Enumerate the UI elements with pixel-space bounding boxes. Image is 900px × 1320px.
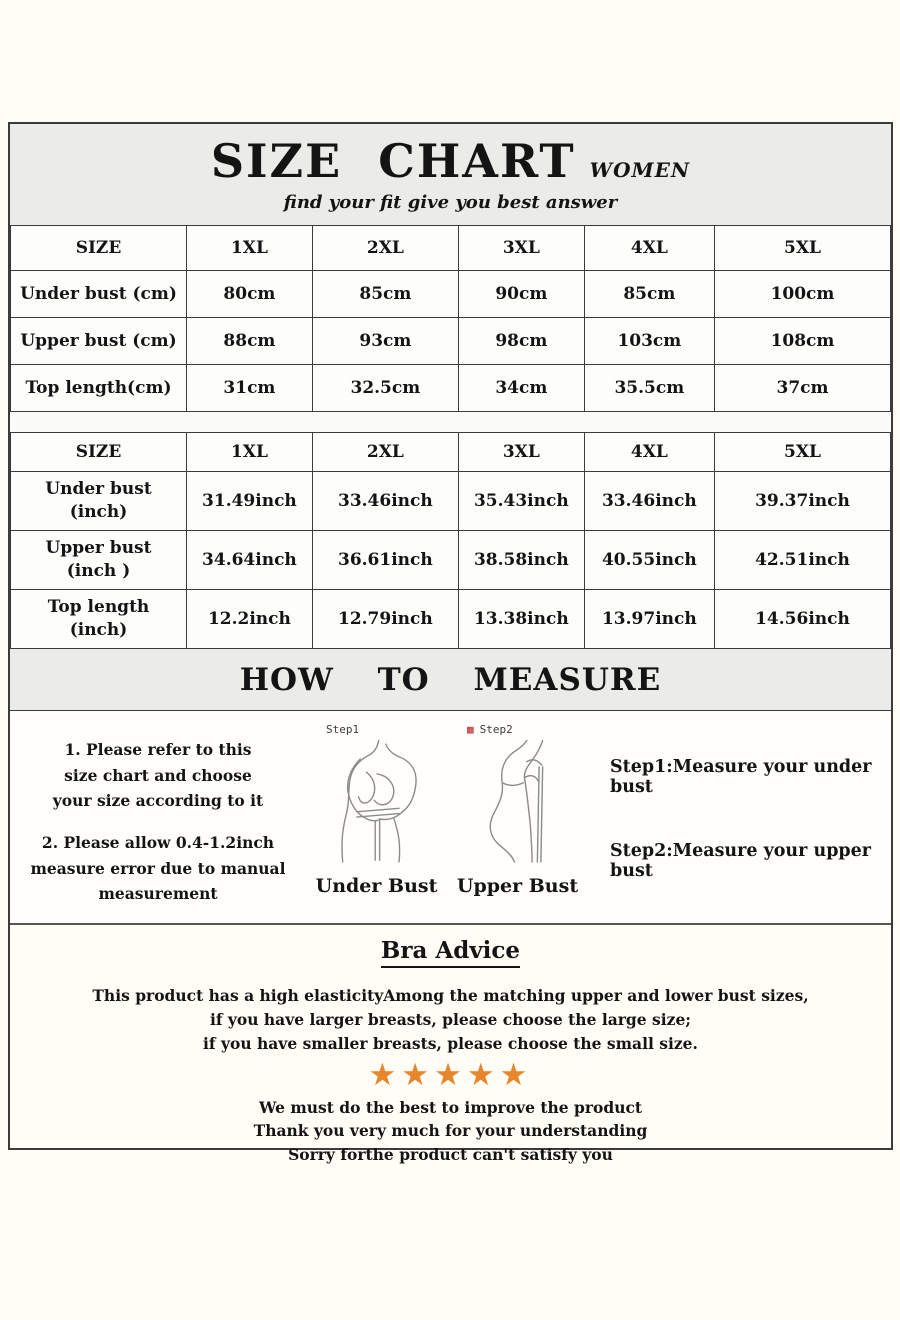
closing-line-2: Thank you very much for your understanding (253, 1121, 648, 1141)
cell-value: 33.46inch (584, 472, 714, 531)
how-to-measure-heading: HOW TO MEASURE (10, 649, 891, 711)
bra-advice-heading: Bra Advice (381, 937, 520, 968)
figure-caption-upper-bust: Upper Bust (456, 875, 579, 897)
broken-char-icon: ▩ (467, 722, 474, 736)
title-row (10, 134, 891, 188)
col-header-size: SIZE (11, 226, 187, 271)
step1-instruction: Step1:Measure your under bust (610, 757, 872, 797)
under-bust-illustration (318, 737, 436, 869)
title-section (10, 124, 891, 225)
table-row-under-bust-inch (11, 472, 891, 531)
col-header-3xl: 3XL (458, 433, 584, 472)
closing-text-block (10, 1096, 891, 1166)
size-chart-box (8, 122, 893, 1164)
row-label-line2: (inch ) (66, 561, 131, 581)
cell-value: 100cm (714, 271, 890, 318)
cell-value: 34.64inch (187, 531, 313, 590)
cell-value: 37cm (714, 365, 890, 412)
cell-value: 35.43inch (458, 472, 584, 531)
measure-instructions (588, 711, 891, 923)
advice-line-1: This product has a high elasticityAmong the matching upper and lower bust sizes, (92, 986, 809, 1005)
col-header-5xl: 5XL (714, 433, 890, 472)
row-label (11, 590, 187, 649)
col-header-size: SIZE (11, 433, 187, 472)
table-row-upper-bust-cm (11, 318, 891, 365)
cell-value: 85cm (312, 271, 458, 318)
cell-value: 13.97inch (584, 590, 714, 649)
col-header-4xl: 4XL (584, 226, 714, 271)
note-2-line2: measure error due to manual measurement (30, 858, 286, 904)
cell-value: 36.61inch (312, 531, 458, 590)
size-table-cm (10, 225, 891, 412)
measure-notes (10, 711, 306, 923)
col-header-4xl: 4XL (584, 433, 714, 472)
row-label-line1: Under bust (45, 479, 152, 500)
table-row-upper-bust-inch (11, 531, 891, 590)
note-2 (12, 830, 304, 907)
figure-step2-label (467, 721, 513, 737)
figure-step1-label (326, 721, 359, 737)
advice-line-3: if you have smaller breasts, please choose the small size. (203, 1034, 698, 1054)
row-label (11, 531, 187, 590)
cell-value: 33.46inch (312, 472, 458, 531)
row-label-line1: Upper bust (45, 538, 152, 559)
cell-value: 14.56inch (714, 590, 890, 649)
title-audience: WOMEN (589, 158, 691, 182)
step2-instruction: Step2:Measure your upper bust (610, 841, 872, 881)
table-row-under-bust-cm (11, 271, 891, 318)
cell-value: 39.37inch (714, 472, 890, 531)
figure-upper-bust (447, 721, 588, 923)
figure-under-bust (306, 721, 447, 923)
cell-value: 31.49inch (187, 472, 313, 531)
row-label: Upper bust (cm) (11, 318, 187, 365)
advice-text-block (10, 984, 891, 1056)
table-row-top-length-cm (11, 365, 891, 412)
col-header-1xl: 1XL (187, 226, 313, 271)
col-header-5xl: 5XL (714, 226, 890, 271)
cell-value: 88cm (187, 318, 313, 365)
advice-line-2: if you have larger breasts, please choose the large size; (209, 1010, 692, 1030)
cell-value: 93cm (312, 318, 458, 365)
measure-section (10, 711, 891, 925)
row-label (11, 472, 187, 531)
table-header-row (11, 226, 891, 271)
note-1 (12, 737, 304, 814)
cell-value: 103cm (584, 318, 714, 365)
figure-caption-under-bust: Under Bust (315, 875, 438, 897)
table-row-top-length-inch (11, 590, 891, 649)
cell-value: 12.2inch (187, 590, 313, 649)
cell-value: 108cm (714, 318, 890, 365)
row-label-line2: (inch) (69, 620, 128, 640)
row-label: Under bust (cm) (11, 271, 187, 318)
cell-value: 31cm (187, 365, 313, 412)
bra-advice-section (10, 925, 891, 1164)
step1-label-text: Step1 (326, 722, 360, 736)
step2-label-text: Step2 (479, 722, 513, 736)
cell-value: 40.55inch (584, 531, 714, 590)
cell-value: 32.5cm (312, 365, 458, 412)
col-header-1xl: 1XL (187, 433, 313, 472)
cell-value: 85cm (584, 271, 714, 318)
cell-value: 34cm (458, 365, 584, 412)
measure-figures (306, 711, 588, 923)
col-header-2xl: 2XL (312, 226, 458, 271)
row-label: Top length(cm) (11, 365, 187, 412)
closing-line-1: We must do the best to improve the product (258, 1098, 643, 1118)
note-1-line3: your size according to it (52, 791, 264, 811)
table-gap-spacer (10, 412, 891, 432)
title-tagline: find your fit give you best answer (283, 192, 618, 213)
size-table-inch (10, 432, 891, 649)
cell-value: 38.58inch (458, 531, 584, 590)
cell-value: 80cm (187, 271, 313, 318)
note-1-line2: size chart and choose (64, 765, 252, 785)
cell-value: 12.79inch (312, 590, 458, 649)
note-1-line1: 1. Please refer to this (64, 740, 252, 759)
row-label-line2: (inch) (69, 502, 128, 522)
cell-value: 98cm (458, 318, 584, 365)
note-2-line1: 2. Please allow 0.4-1.2inch (41, 833, 275, 853)
col-header-3xl: 3XL (458, 226, 584, 271)
row-label-line1: Top length (47, 597, 150, 618)
cell-value: 35.5cm (584, 365, 714, 412)
upper-bust-illustration (459, 737, 577, 869)
cell-value: 42.51inch (714, 531, 890, 590)
table-header-row (11, 433, 891, 472)
cell-value: 90cm (458, 271, 584, 318)
page-title: SIZE CHART (210, 134, 576, 188)
cell-value: 13.38inch (458, 590, 584, 649)
col-header-2xl: 2XL (312, 433, 458, 472)
closing-line-3: Sorry forthe product can't satisfy you (288, 1144, 613, 1164)
star-rating: ★★★★★ (368, 1057, 533, 1094)
